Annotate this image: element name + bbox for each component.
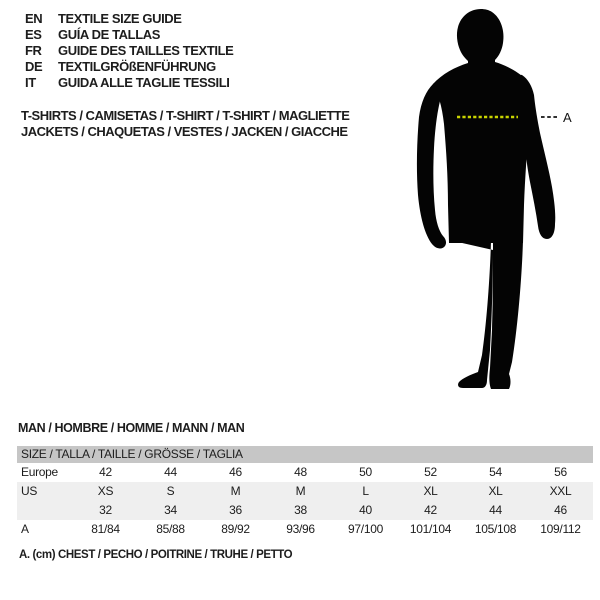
language-code: DE — [25, 59, 43, 74]
size-cell: 34 — [138, 501, 203, 520]
size-cell: 101/104 — [409, 522, 452, 536]
man-head — [457, 9, 504, 69]
size-cell: 50 — [359, 465, 372, 479]
size-table — [17, 446, 593, 539]
size-table-header: SIZE / TALLA / TAILLE / GRÖSSE / TAGLIA — [17, 446, 593, 463]
size-cell: 85/88 — [156, 522, 185, 536]
size-cell: 105/108 — [474, 522, 517, 536]
language-row-en — [25, 11, 233, 27]
size-cell: L — [333, 482, 398, 501]
size-cell: 36 — [203, 501, 268, 520]
category-jackets: JACKETS / CHAQUETAS / VESTES / JACKEN / GIACCHE — [21, 123, 348, 139]
size-cell: 42 — [99, 465, 112, 479]
language-label: TEXTILGRÖßENFÜHRUNG — [58, 59, 216, 74]
language-code: ES — [25, 27, 42, 42]
size-cell: 97/100 — [348, 522, 383, 536]
language-list — [25, 11, 233, 91]
man-silhouette — [417, 9, 572, 389]
language-row-es — [25, 27, 233, 43]
language-row-it — [25, 75, 233, 91]
size-cell: S — [138, 482, 203, 501]
measurement-footnote: A. (cm) CHEST / PECHO / POITRINE / TRUHE / PETTO — [19, 549, 293, 561]
size-cell: 48 — [294, 465, 307, 479]
size-cell: XL — [463, 482, 528, 501]
size-cell: 52 — [424, 465, 437, 479]
size-cell: 44 — [164, 465, 177, 479]
size-cell: XXL — [528, 482, 593, 501]
size-cell: XS — [73, 482, 138, 501]
man-torso — [433, 62, 530, 243]
size-cell: 89/92 — [221, 522, 250, 536]
language-code: FR — [25, 43, 42, 58]
size-cell: M — [203, 482, 268, 501]
size-cell: 46 — [229, 465, 242, 479]
garment-categories — [21, 108, 349, 139]
size-cell: 93/96 — [286, 522, 315, 536]
size-cell: 109/112 — [540, 522, 581, 536]
language-label: GUIDA ALLE TAGLIE TESSILI — [58, 75, 230, 90]
man-front-leg — [449, 240, 493, 388]
size-cell: 42 — [398, 501, 463, 520]
language-code: EN — [25, 11, 43, 26]
size-cell: 40 — [333, 501, 398, 520]
category-tshirts: T-SHIRTS / CAMISETAS / T-SHIRT / T-SHIRT / MAGLIETTE — [21, 108, 350, 123]
size-row-label: A — [21, 522, 29, 536]
size-cell: 38 — [268, 501, 333, 520]
section-title-man: MAN / HOMBRE / HOMME / MANN / MAN — [18, 421, 245, 435]
man-silhouette-figure — [400, 0, 600, 400]
size-cell: XL — [398, 482, 463, 501]
language-label: GUIDE DES TAILLES TEXTILE — [58, 43, 234, 58]
language-row-fr — [25, 43, 233, 59]
size-cell: 32 — [73, 501, 138, 520]
size-row-label: Europe — [21, 465, 58, 479]
size-cell: 56 — [554, 465, 567, 479]
man-back-leg — [489, 240, 523, 389]
size-row-label — [17, 501, 73, 520]
language-code: IT — [25, 75, 36, 90]
language-label: GUÍA DE TALLAS — [58, 27, 161, 42]
language-row-de — [25, 59, 233, 75]
size-cell: 44 — [463, 501, 528, 520]
language-label: TEXTILE SIZE GUIDE — [58, 11, 182, 26]
size-cell: 46 — [528, 501, 593, 520]
measure-label-a: A — [563, 110, 572, 125]
size-cell: M — [268, 482, 333, 501]
size-cell: 81/84 — [91, 522, 120, 536]
size-row-label: US — [17, 482, 73, 501]
size-cell: 54 — [489, 465, 502, 479]
